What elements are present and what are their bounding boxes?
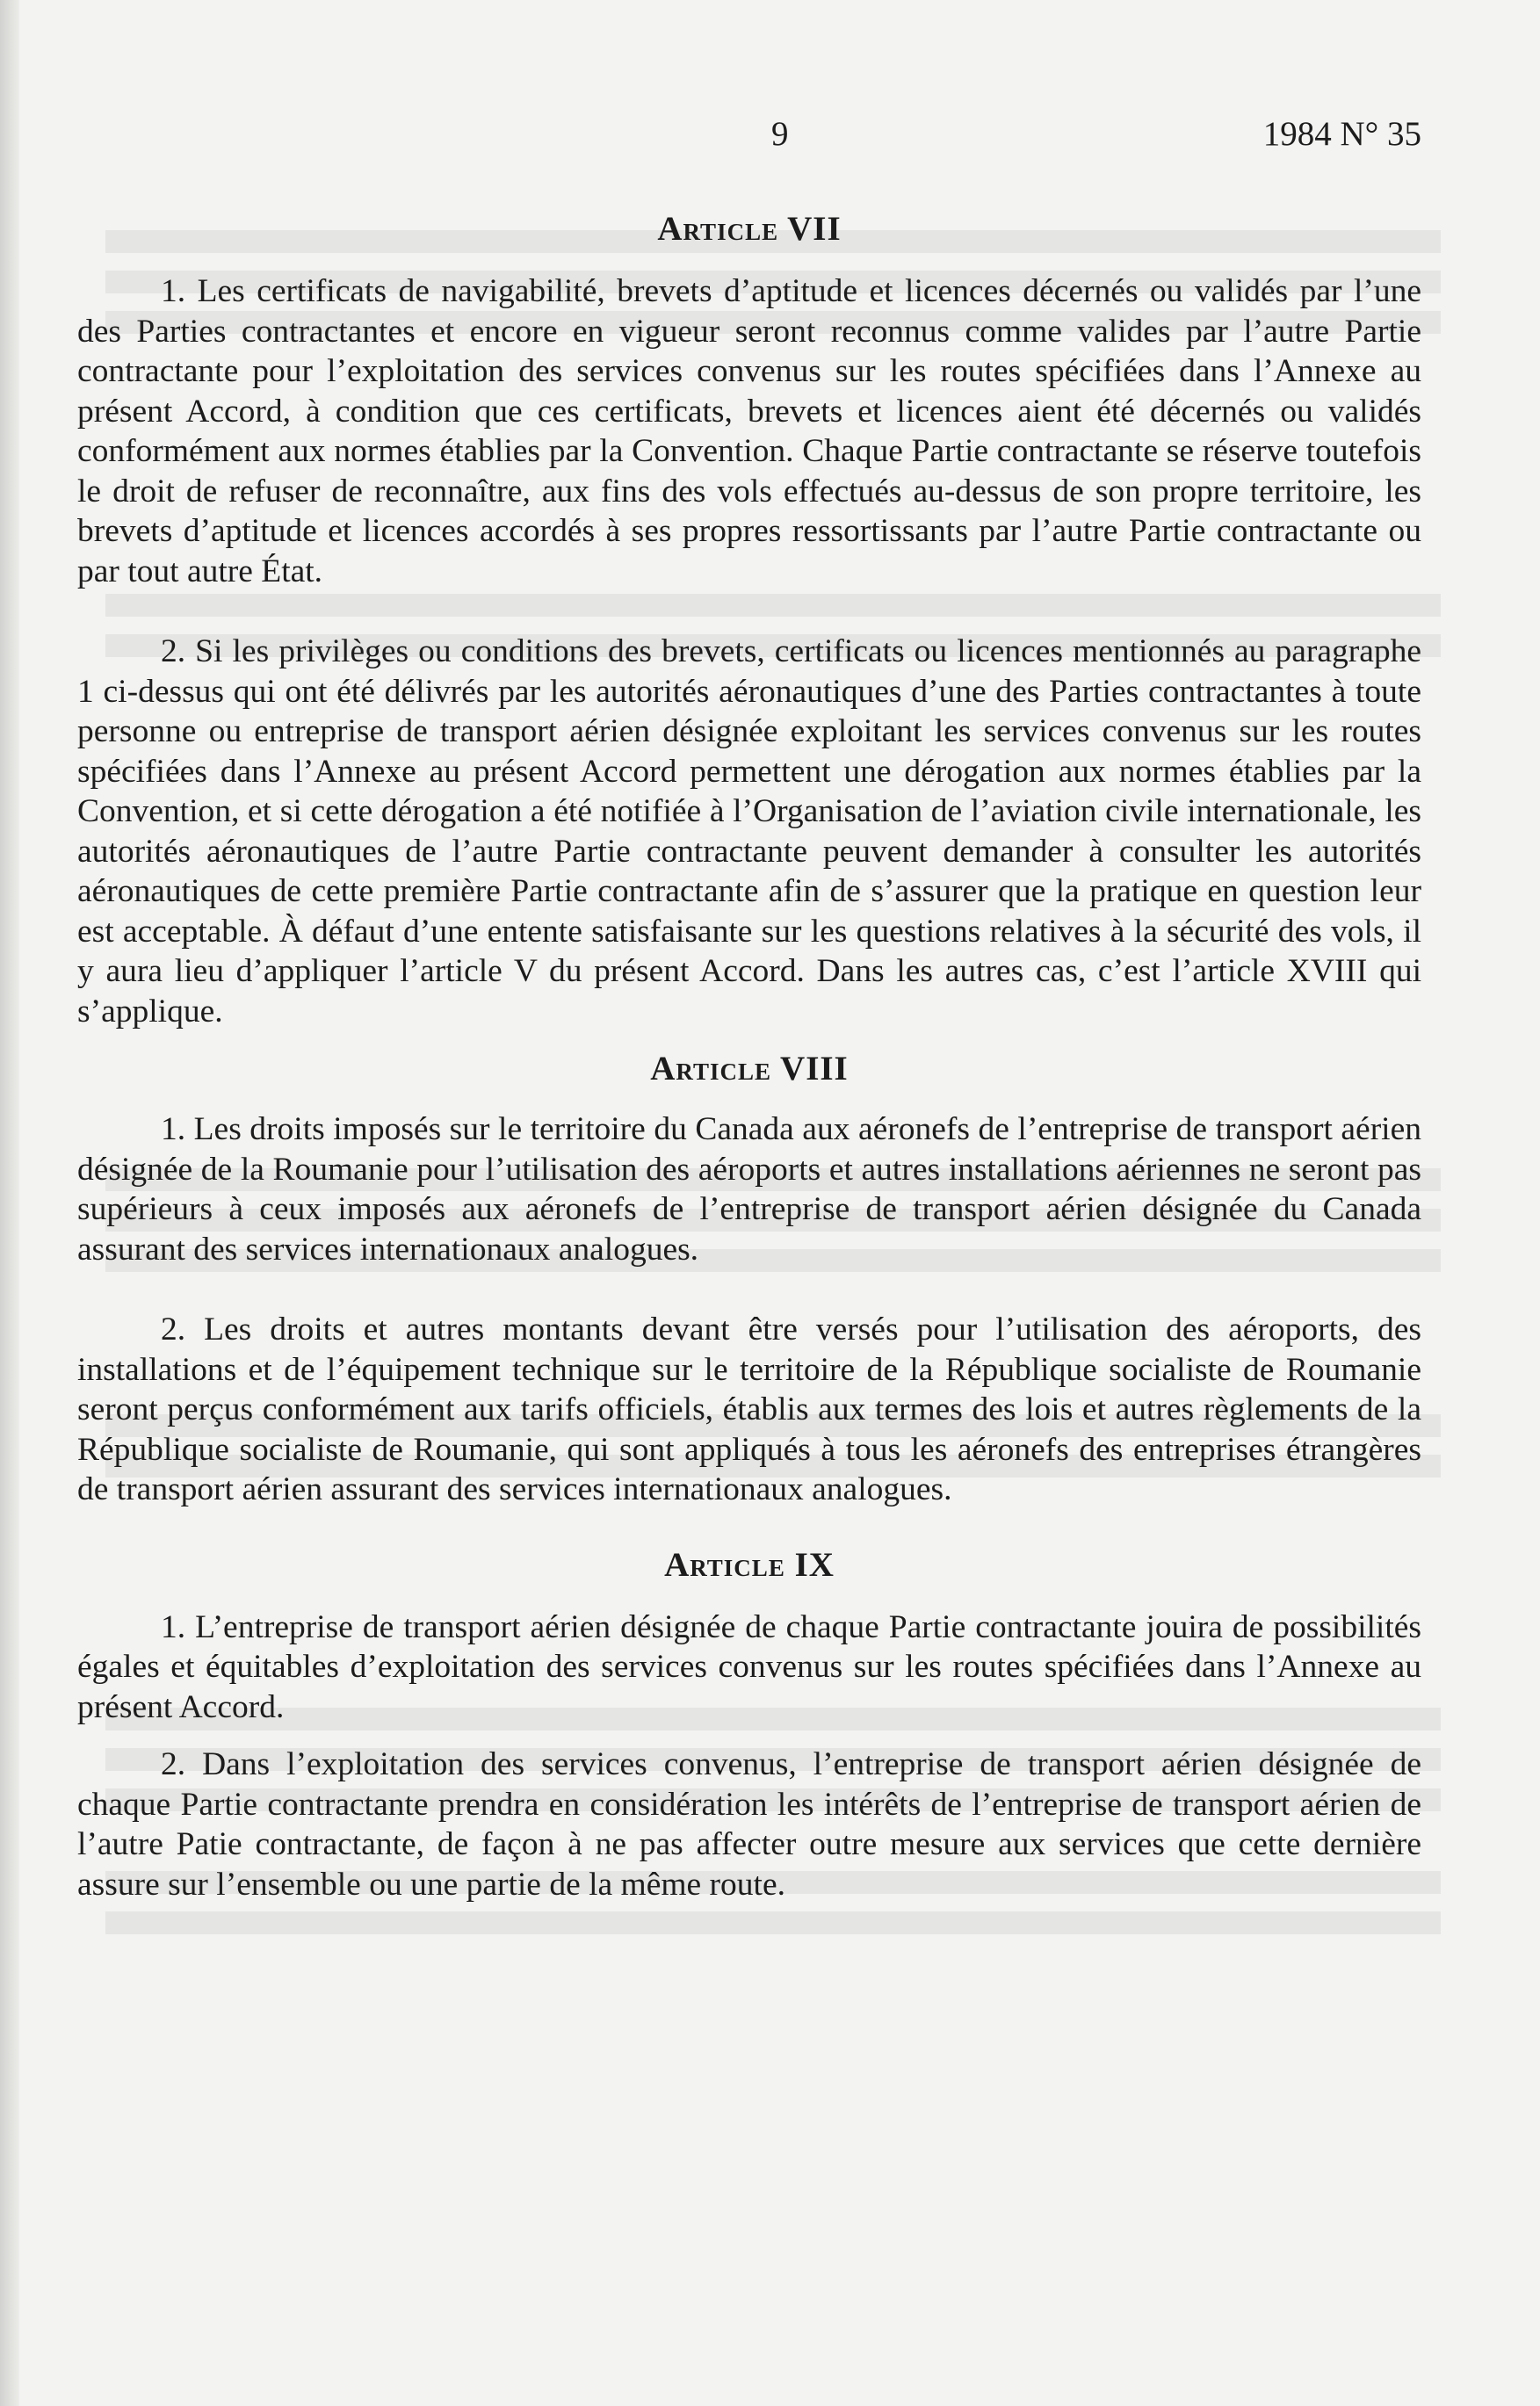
article-ix-paragraph-2: 2. Dans l’exploitation des services convenus, l’entreprise de transport aérien désignée de chaque Partie contractante prendra en considération les intérêts de l’entreprise de transport aérien de l’autre Patie contractante, de façon à ne pas affecter outre mesure aux services que cette dernière assure sur l’ensemble ou une partie de la même route.	[77, 1746, 1421, 1903]
page-number: 9	[771, 115, 789, 153]
running-header	[77, 114, 1421, 162]
article-heading-viii: Article VIII	[650, 1050, 849, 1087]
document-reference: 1984 N° 35	[1262, 115, 1421, 153]
article-viii-paragraph-1: 1. Les droits imposés sur le territoire du Canada aux aéronefs de l’entreprise de transport aérien désignée de la Roumanie pour l’utilisation des aéroports et autres installations aériennes ne seront pas supérieurs à ceux imposés aux aéronefs de l’entreprise de transport aérien désignée du Canada assurant des services internationaux analogues.	[77, 1111, 1421, 1268]
scan-edge-shadow	[0, 0, 19, 2406]
article-viii-paragraph-2: 2. Les droits et autres montants devant être versés pour l’utilisation des aéroports, des installations et de l’équipement technique sur le territoire de la République socialiste de Roumanie seront perçus conformément aux tarifs officiels, établis aux termes des lois et autres règlements de la République socialiste de Roumanie, qui sont appliqués à tous les aéronefs des entreprises étrangères de transport aérien assurant des services internationaux analogues.	[77, 1311, 1421, 1507]
article-ix-paragraph-1: 1. L’entreprise de transport aérien désignée de chaque Partie contractante jouira de possibilités égales et équitables d’exploitation des services convenus sur les routes spécifiées dans l’Annexe au présent Accord.	[77, 1608, 1421, 1725]
article-heading-vii: Article VII	[657, 210, 842, 248]
article-vii-paragraph-2: 2. Si les privilèges ou conditions des brevets, certificats ou licences mentionnés au paragraphe 1 ci-dessus qui ont été délivrés par les autorités aéronautiques d’une des Parties contractantes à toute personne ou entreprise de transport aérien désignée exploitant les services convenus sur les routes spécifiées dans l’Annexe au présent Accord permettent une dérogation aux normes établies par la Convention, et si cette dérogation a été notifiée à l’Organisation de l’aviation civile internationale, les autorités aéronautiques de l’autre Partie contractante peuvent demander à consulter les autorités aéronautiques de cette première Partie contractante afin de s’assurer que la pratique en question leur est acceptable. À défaut d’une entente satisfaisante sur les questions relatives à la sécurité des vols, il y aura lieu d’appliquer l’article V du présent Accord. Dans les autres cas, c’est l’article XVIII qui s’applique.	[77, 633, 1421, 1030]
document-page	[77, 114, 1421, 1904]
article-vii-paragraph-1: 1. Les certificats de navigabilité, brevets d’aptitude et licences décernés ou validés par l’une des Parties contractantes et encore en vigueur seront reconnus comme valides par l’autre Partie contractante pour l’exploitation des services convenus sur les routes spécifiées dans l’Annexe au présent Accord, à condition que ces certificats, brevets et licences aient été décernés ou validés conformément aux normes établies par la Convention. Chaque Partie contractante se réserve toutefois le droit de refuser de reconnaître, aux fins des vols effectués au-dessus de son propre territoire, les brevets d’aptitude et licences accordés à ses propres ressortissants par l’autre Partie contractante ou par tout autre État.	[77, 273, 1421, 589]
article-heading-ix: Article IX	[664, 1545, 835, 1584]
